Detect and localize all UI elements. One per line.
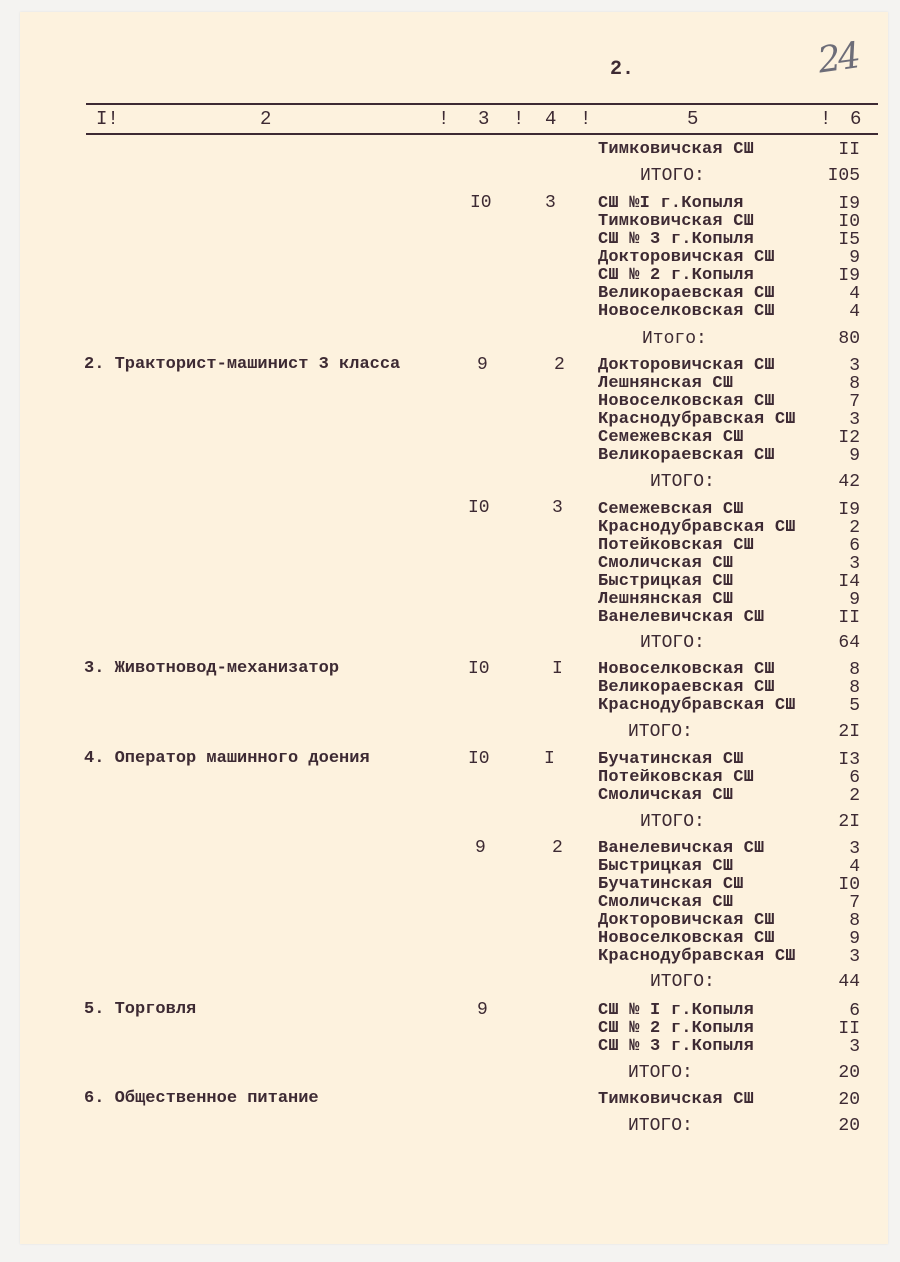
school-count: 8: [849, 911, 860, 931]
school-name: Ванелевичская СШ: [598, 608, 765, 627]
school-name: Смоличская СШ: [598, 893, 734, 912]
total-value: 42: [838, 472, 860, 492]
school-count: 4: [849, 857, 860, 877]
school-count: 6: [849, 768, 860, 788]
total-label: ИТОГО:: [628, 1116, 693, 1136]
school-count: 4: [849, 302, 860, 322]
total-value: I05: [827, 166, 860, 186]
school-name: Краснодубравская СШ: [598, 947, 796, 966]
school-count: 4: [849, 284, 860, 304]
school-name: Бучатинская СШ: [598, 750, 744, 769]
col4-value: 3: [552, 498, 563, 518]
school-count: 3: [849, 947, 860, 967]
school-count: 3: [849, 839, 860, 859]
school-name: Краснодубравская СШ: [598, 410, 796, 429]
school-name: СШ № I г.Копыля: [598, 1001, 755, 1020]
school-name: Лешнянская СШ: [598, 590, 734, 609]
col3-value: 9: [475, 838, 486, 858]
school-name: Тимковичская СШ: [598, 1090, 755, 1109]
school-count: I5: [838, 230, 860, 250]
school-name: Новоселковская СШ: [598, 929, 775, 948]
school-count: 9: [849, 929, 860, 949]
header-bottom-rule: [86, 133, 878, 135]
school-count: 3: [849, 410, 860, 430]
school-name: Семежевская СШ: [598, 500, 744, 519]
school-count: 7: [849, 893, 860, 913]
page-number: 2.: [610, 58, 635, 81]
school-count: I9: [838, 500, 860, 520]
total-value: 80: [838, 329, 860, 349]
school-name: СШ № 3 г.Копыля: [598, 1037, 755, 1056]
total-label: Итого:: [642, 329, 707, 349]
col-separator: !: [438, 108, 450, 130]
profession-label: 6. Общественное питание: [84, 1089, 319, 1108]
school-count: 6: [849, 1001, 860, 1021]
school-count: 9: [849, 590, 860, 610]
school-name: Потейковская СШ: [598, 536, 755, 555]
school-name: Тимковичская СШ: [598, 140, 755, 159]
school-name: Смоличская СШ: [598, 786, 734, 805]
school-count: I3: [838, 750, 860, 770]
total-label: ИТОГО:: [650, 972, 715, 992]
school-count: II: [838, 1019, 860, 1039]
school-count: 2: [849, 786, 860, 806]
school-name: Краснодубравская СШ: [598, 696, 796, 715]
school-count: 9: [849, 446, 860, 466]
total-label: ИТОГО:: [640, 812, 705, 832]
col-header-3: 3: [478, 108, 490, 130]
school-count: 8: [849, 678, 860, 698]
school-count: I0: [838, 875, 860, 895]
total-label: ИТОГО:: [628, 722, 693, 742]
school-name: Великораевская СШ: [598, 284, 775, 303]
school-name: Великораевская СШ: [598, 446, 775, 465]
school-count: I2: [838, 428, 860, 448]
total-value: 2I: [838, 722, 860, 742]
school-name: СШ № 2 г.Копыля: [598, 266, 755, 285]
document-page: [20, 12, 888, 1244]
school-count: I9: [838, 266, 860, 286]
total-value: 2I: [838, 812, 860, 832]
school-name: СШ №I г.Копыля: [598, 194, 744, 213]
col4-value: I: [552, 659, 563, 679]
col3-value: 9: [477, 1000, 488, 1020]
total-value: 20: [838, 1116, 860, 1136]
school-count: I9: [838, 194, 860, 214]
archive-sheet-number: 24: [815, 35, 861, 82]
school-name: Тимковичская СШ: [598, 212, 755, 231]
school-name: Докторовичская СШ: [598, 356, 775, 375]
school-count: 3: [849, 1037, 860, 1057]
school-name: Великораевская СШ: [598, 678, 775, 697]
col3-value: I0: [470, 193, 492, 213]
school-name: Новоселковская СШ: [598, 392, 775, 411]
header-top-rule: [86, 103, 878, 105]
col4-value: I: [544, 749, 555, 769]
col3-value: I0: [468, 498, 490, 518]
col4-value: 3: [545, 193, 556, 213]
col-header-6: 6: [850, 108, 862, 130]
col-header-5: 5: [687, 108, 699, 130]
col3-value: I0: [468, 749, 490, 769]
col-header-4: 4: [545, 108, 557, 130]
profession-label: 4. Оператор машинного доения: [84, 749, 370, 768]
profession-label: 2. Тракторист-машинист 3 класса: [84, 355, 401, 374]
col-header-2: 2: [260, 108, 272, 130]
school-count: II: [838, 608, 860, 628]
school-name: СШ № 2 г.Копыля: [598, 1019, 755, 1038]
school-name: Краснодубравская СШ: [598, 518, 796, 537]
col3-value: 9: [477, 355, 488, 375]
school-count: 8: [849, 660, 860, 680]
school-name: СШ № 3 г.Копыля: [598, 230, 755, 249]
school-count: 2: [849, 518, 860, 538]
school-name: Потейковская СШ: [598, 768, 755, 787]
school-count: 7: [849, 392, 860, 412]
school-name: Смоличская СШ: [598, 554, 734, 573]
col-separator: !: [580, 108, 592, 130]
total-value: 20: [838, 1063, 860, 1083]
school-name: Ванелевичская СШ: [598, 839, 765, 858]
total-label: ИТОГО:: [650, 472, 715, 492]
total-value: 64: [838, 633, 860, 653]
col4-value: 2: [552, 838, 563, 858]
school-count: II: [838, 140, 860, 160]
school-name: Новоселковская СШ: [598, 660, 775, 679]
profession-label: 3. Животновод-механизатор: [84, 659, 340, 678]
school-name: Докторовичская СШ: [598, 248, 775, 267]
school-count: 3: [849, 554, 860, 574]
school-name: Докторовичская СШ: [598, 911, 775, 930]
school-count: 3: [849, 356, 860, 376]
school-count: 9: [849, 248, 860, 268]
profession-label: 5. Торговля: [84, 1000, 197, 1019]
school-name: Лешнянская СШ: [598, 374, 734, 393]
school-count: 5: [849, 696, 860, 716]
school-count: 8: [849, 374, 860, 394]
school-count: I4: [838, 572, 860, 592]
total-label: ИТОГО:: [640, 633, 705, 653]
col3-value: I0: [468, 659, 490, 679]
total-label: ИТОГО:: [640, 166, 705, 186]
school-name: Бучатинская СШ: [598, 875, 744, 894]
col-separator: !: [820, 108, 832, 130]
col-header-1: I!: [96, 108, 119, 130]
school-name: Быстрицкая СШ: [598, 857, 734, 876]
school-name: Новоселковская СШ: [598, 302, 775, 321]
school-count: 6: [849, 536, 860, 556]
school-count: I0: [838, 212, 860, 232]
total-label: ИТОГО:: [628, 1063, 693, 1083]
col4-value: 2: [554, 355, 565, 375]
school-count: 20: [838, 1090, 860, 1110]
total-value: 44: [838, 972, 860, 992]
school-name: Быстрицкая СШ: [598, 572, 734, 591]
school-name: Семежевская СШ: [598, 428, 744, 447]
col-separator: !: [513, 108, 525, 130]
